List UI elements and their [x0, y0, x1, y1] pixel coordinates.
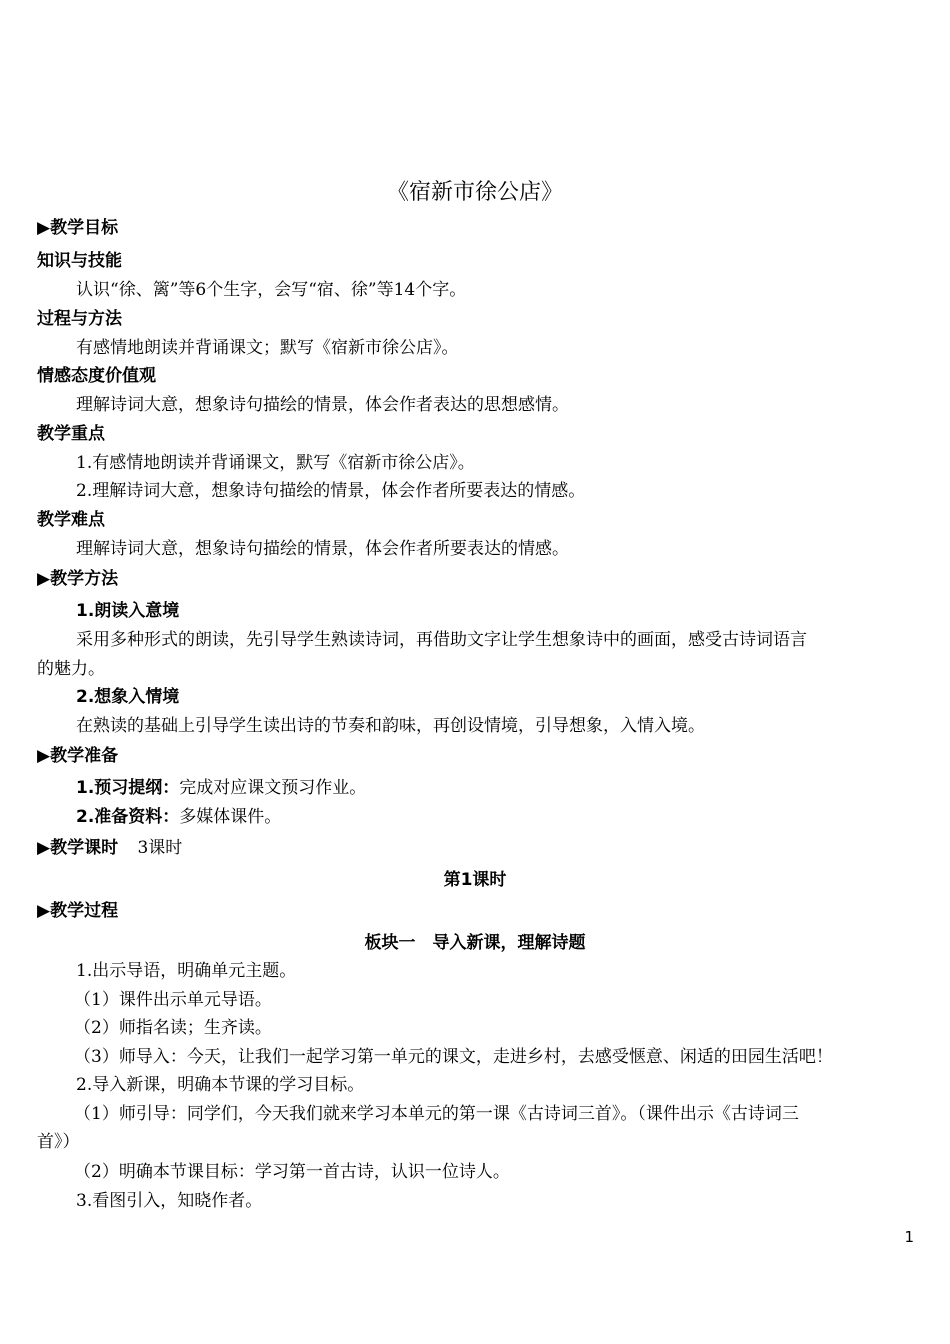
section-heading-method: ▶教学方法 — [37, 569, 119, 589]
lesson-heading: 第1课时 — [443, 870, 507, 890]
step-2-1b: 首》） — [37, 1132, 80, 1152]
paragraph-emotion: 理解诗词大意，想象诗句描绘的情景，体会作者表达的思想感情。 — [76, 395, 569, 415]
prep-2-text: 多媒体课件。 — [179, 807, 282, 827]
subheading-knowledge: 知识与技能 — [37, 251, 122, 271]
prep-2-label: 2.准备资料： — [76, 807, 180, 827]
subheading-difficulty: 教学难点 — [37, 510, 105, 530]
section-heading-prep: ▶教学准备 — [37, 746, 119, 766]
step-2-2: （2）明确本节课目标：学习第一首古诗，认识一位诗人。 — [74, 1162, 510, 1182]
paragraph-process: 有感情地朗读并背诵课文；默写《宿新市徐公店》。 — [76, 338, 459, 358]
paragraph-method-1a: 采用多种形式的朗读，先引导学生熟读诗词，再借助文字让学生想象诗中的画面，感受古诗词语言 — [76, 630, 807, 650]
prep-1-text: 完成对应课文预习作业。 — [179, 778, 367, 798]
paragraph-knowledge: 认识“徐、篱”等6个生字，会写“宿、徐”等14个字。 — [76, 280, 467, 300]
paragraph-method-2: 在熟读的基础上引导学生读出诗的节奏和韵味，再创设情境，引导想象，入情入境。 — [76, 716, 705, 736]
list-item-prep-2 — [76, 802, 950, 832]
subheading-emotion: 情感态度价值观 — [37, 366, 156, 386]
list-item-key-1: 1.有感情地朗读并背诵课文，默写《宿新市徐公店》。 — [76, 453, 475, 473]
list-item-key-2: 2.理解诗词大意，想象诗句描绘的情景，体会作者所要表达的情感。 — [76, 481, 586, 501]
page-number: 1 — [904, 1228, 914, 1246]
section-heading-goals: ▶教学目标 — [37, 218, 119, 238]
prep-1-label: 1.预习提纲： — [76, 778, 180, 798]
document-title: 《宿新市徐公店》 — [386, 180, 563, 205]
section-heading-teaching-process: ▶教学过程 — [37, 901, 119, 921]
paragraph-difficulty: 理解诗词大意，想象诗句描绘的情景，体会作者所要表达的情感。 — [76, 539, 569, 559]
subheading-key-points: 教学重点 — [37, 424, 105, 444]
subheading-process: 过程与方法 — [37, 309, 122, 329]
step-1-3: （3）师导入：今天，让我们一起学习第一单元的课文，走进乡村，去感受惬意、闲适的田园生活吧！ — [74, 1047, 833, 1067]
section-heading-hours: ▶教学课时 — [37, 838, 119, 858]
paragraph-method-1b: 的魅力。 — [37, 659, 105, 679]
section-hours — [37, 833, 917, 863]
subheading-method-1: 1.朗读入意境 — [76, 601, 180, 621]
step-3: 3.看图引入，知晓作者。 — [76, 1191, 263, 1211]
step-1: 1.出示导语，明确单元主题。 — [76, 961, 297, 981]
step-1-1: （1）课件出示单元导语。 — [74, 990, 272, 1010]
step-2-1a: （1）师引导：同学们，今天我们就来学习本单元的第一课《古诗词三首》。（课件出示《古诗词三 — [74, 1104, 799, 1124]
hours-value: 3课时 — [137, 838, 183, 858]
list-item-prep-1 — [76, 773, 950, 803]
block-heading: 板块一 导入新课，理解诗题 — [364, 933, 586, 953]
step-2: 2.导入新课，明确本节课的学习目标。 — [76, 1075, 365, 1095]
step-1-2: （2）师指名读；生齐读。 — [74, 1018, 272, 1038]
subheading-method-2: 2.想象入情境 — [76, 687, 180, 707]
